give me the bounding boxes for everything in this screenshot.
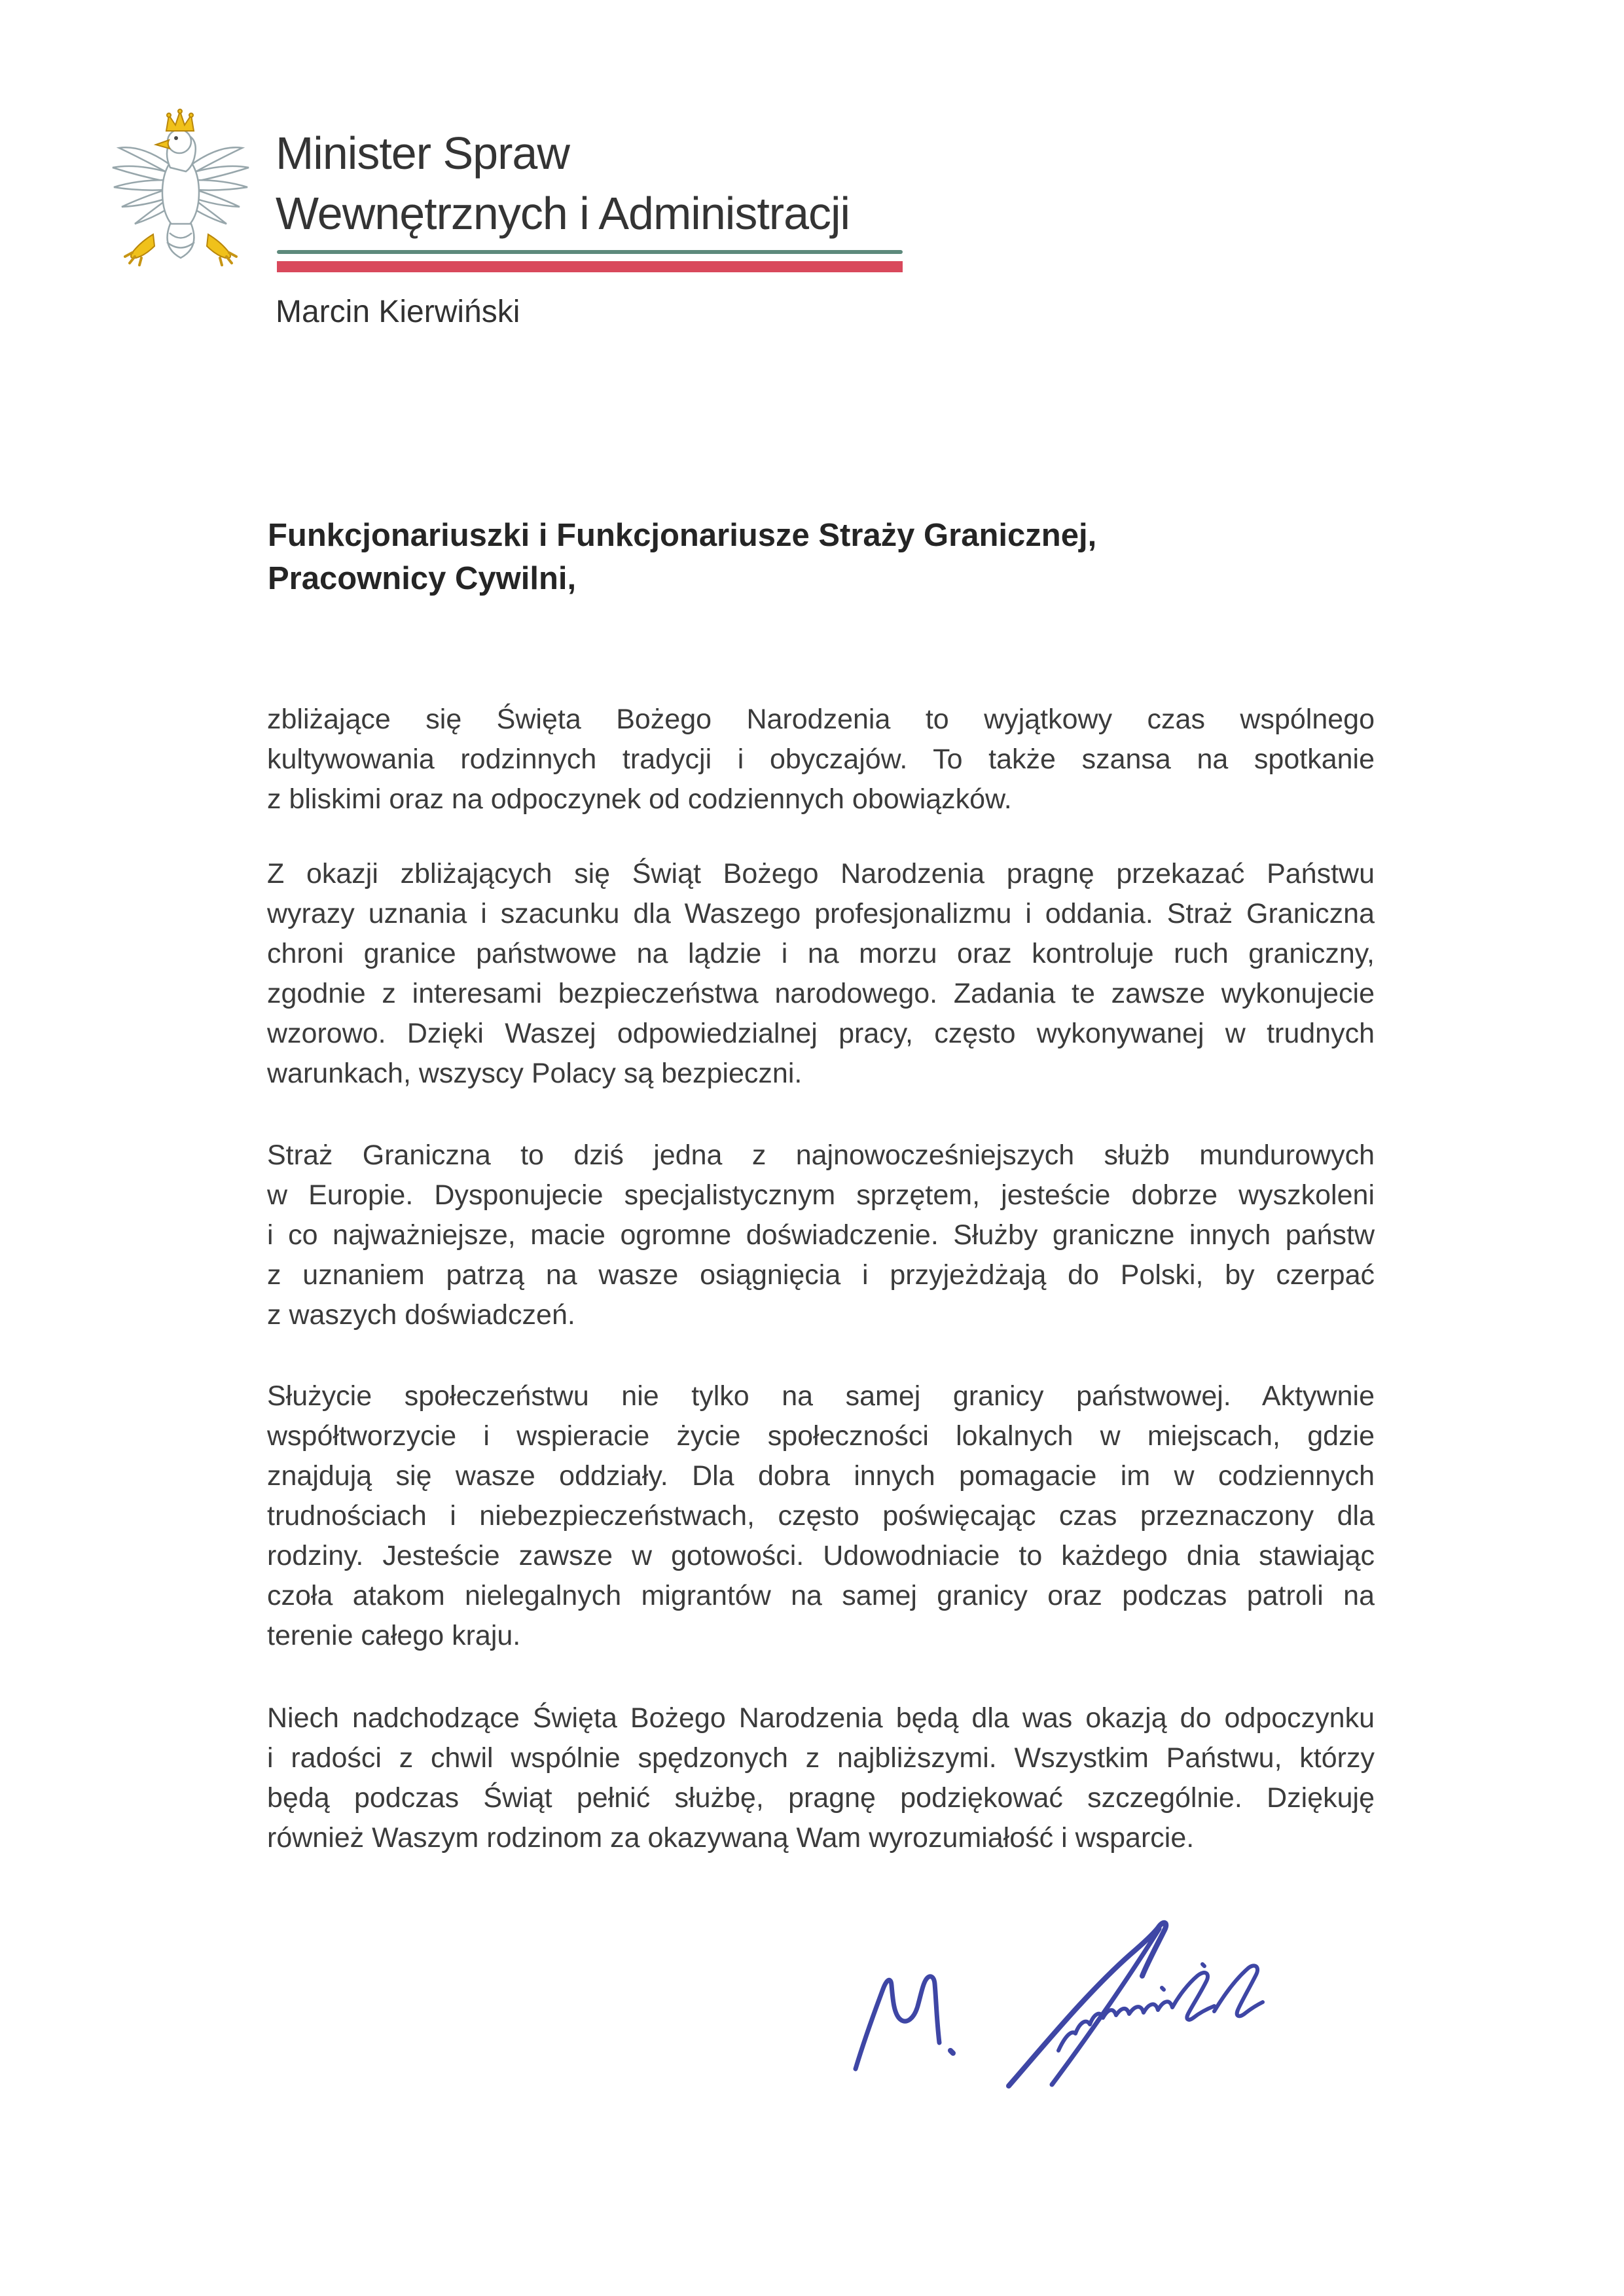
paragraph-line: i co najważniejsze, macie ogromne doświadczenie. Służby graniczne innych państw	[267, 1219, 1375, 1251]
ministry-title	[276, 123, 850, 243]
eagle-right-talon	[207, 234, 230, 258]
paragraph-line: i radości z chwil wspólnie spędzonych z najbliższymi. Wszystkim Państwu, którzy	[267, 1742, 1375, 1774]
paragraph-line: wzorowo. Dzięki Waszej odpowiedzialnej pracy, często wykonywanej w trudnych	[267, 1018, 1375, 1049]
paragraph-2	[267, 854, 1375, 1094]
handwritten-signature	[795, 1914, 1326, 2098]
paragraph-line: chroni granice państwowe na lądzie i na morzu oraz kontroluje ruch graniczny,	[267, 938, 1375, 969]
eagle-left-talon	[131, 234, 154, 258]
eagle-beak	[156, 140, 170, 149]
paragraph-line: wyrazy uznania i szacunku dla Waszego profesjonalizmu i oddania. Straż Graniczna	[267, 898, 1375, 929]
paragraph-3	[267, 1136, 1375, 1335]
paragraph-1	[267, 700, 1375, 819]
paragraph-5	[267, 1698, 1375, 1858]
paragraph-line: zbliżające się Święta Bożego Narodzenia to wyjątkowy czas wspólnego	[267, 704, 1375, 735]
paragraph-line: Straż Graniczna to dziś jedna z najnowocześniejszych służb mundurowych	[267, 1139, 1375, 1171]
paragraph-line: warunkach, wszyscy Polacy są bezpieczni.	[267, 1058, 803, 1089]
paragraph-line: zgodnie z interesami bezpieczeństwa narodowego. Zadania te zawsze wykonujecie	[267, 978, 1375, 1009]
paragraph-line: czoła atakom nielegalnych migrantów na samej granicy oraz podczas patroli na	[267, 1580, 1375, 1611]
paragraph-line: z waszych doświadczeń.	[267, 1299, 575, 1331]
paragraph-4	[267, 1376, 1375, 1656]
eagle-eye	[174, 136, 178, 140]
eagle-head	[168, 130, 191, 153]
paragraph-line: współtworzycie i wspieracie życie społeczności lokalnych w miejscach, gdzie	[267, 1420, 1375, 1452]
minister-name: Marcin Kierwiński	[276, 295, 520, 329]
paragraph-line: z uznaniem patrzą na wasze osiągnięcia i przyjeżdżają do Polski, by czerpać	[267, 1259, 1375, 1291]
paragraph-line: trudnościach i niebezpieczeństwach, często poświęcając czas przeznaczony dla	[267, 1500, 1375, 1532]
paragraph-line: znajdują się wasze oddziały. Dla dobra innych pomagacie im w codziennych	[267, 1460, 1375, 1492]
salutation-line: Pracownicy Cywilni,	[268, 561, 577, 596]
paragraph-line: w Europie. Dysponujecie specjalistycznym sprzętem, jesteście dobrze wyszkoleni	[267, 1179, 1375, 1211]
paragraph-line: terenie całego kraju.	[267, 1620, 521, 1651]
paragraph-line: rodziny. Jesteście zawsze w gotowości. Udowodniacie to każdego dnia stawiając	[267, 1540, 1375, 1571]
flag-red-stripe	[277, 261, 903, 272]
paragraph-line: Służycie społeczeństwu nie tylko na samej granicy państwowej. Aktywnie	[267, 1380, 1375, 1412]
paragraph-line: z bliskimi oraz na odpoczynek od codziennych obowiązków.	[267, 783, 1012, 815]
salutation-line: Funkcjonariuszki i Funkcjonariusze Straży Granicznej,	[268, 518, 1097, 553]
polish-eagle-emblem	[102, 107, 259, 271]
paragraph-line: kultywowania rodzinnych tradycji i obyczajów. To także szansa na spotkanie	[267, 744, 1375, 775]
ministry-title-line1: Minister Spraw	[276, 128, 569, 179]
flag-white-stripe	[277, 250, 903, 254]
ministry-title-line2: Wewnętrznych i Administracji	[276, 188, 850, 239]
paragraph-line: Niech nadchodzące Święta Bożego Narodzenia będą dla was okazją do odpoczynku	[267, 1702, 1375, 1734]
paragraph-line: będą podczas Świąt pełnić służbę, pragnę podziękować szczególnie. Dziękuję	[267, 1782, 1375, 1814]
paragraph-line: również Waszym rodzinom za okazywaną Wam wyrozumiałość i wsparcie.	[267, 1822, 1195, 1854]
salutation	[268, 514, 1096, 600]
eagle-tail	[168, 224, 194, 258]
flag-divider	[277, 250, 903, 272]
paragraph-line: Z okazji zbliżających się Świąt Bożego Narodzenia pragnę przekazać Państwu	[267, 858, 1375, 889]
